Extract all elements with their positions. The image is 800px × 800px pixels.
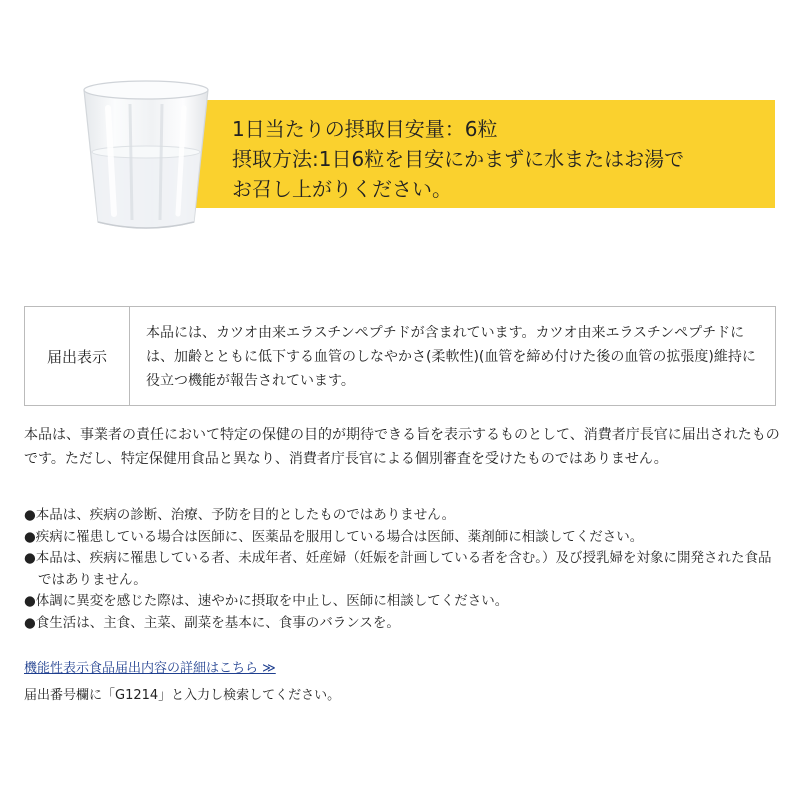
dosage-text (232, 114, 772, 204)
notification-details-link[interactable]: 機能性表示食品届出内容の詳細はこちら ≫ (24, 661, 276, 676)
notification-label: 届出表示 (25, 307, 130, 405)
intake-method-line-1: 摂取方法:1日6粒を目安にかまずに水またはお湯で (232, 147, 685, 171)
daily-intake-amount: 1日当たりの摂取目安量：6粒 (232, 117, 498, 141)
water-glass-icon (78, 74, 214, 234)
disclaimer-text: 本品は、事業者の責任において特定の保健の目的が期待できる旨を表示するものとして、消費者庁長官に届出されたものです。ただし、特定保健用食品と異なり、消費者庁長官による個別審査を受けたものではありません。 (24, 427, 780, 467)
notification-text: 本品には、カツオ由来エラスチンペプチドが含まれています。カツオ由来エラスチンペプチドには、加齢とともに低下する血管のしなやかさ(柔軟性)(血管を締め付けた後の血管の拡張度)維持に役立つ機能が報告されています。 (146, 325, 756, 389)
intake-method-line-2: お召し上がりください。 (232, 177, 452, 201)
notification-table (24, 306, 776, 406)
caution-item: ●体調に異変を感じた際は、速やかに摂取を中止し、医師に相談してください。 (24, 593, 509, 609)
caution-item: ●本品は、疾病の診断、治療、予防を目的としたものではありません。 (24, 507, 456, 523)
caution-item: ●本品は、疾病に罹患している者、未成年者、妊産婦（妊娠を計画している者を含む。）及び授乳婦を対象に開発された食品ではありません。 (24, 550, 772, 588)
caution-item: ●疾病に罹患している場合は医師に、医薬品を服用している場合は医師、薬剤師に相談してください。 (24, 528, 644, 545)
caution-list (24, 505, 784, 634)
caution-item: ●食生活は、主食、主菜、副菜を基本に、食事のバランスを。 (24, 614, 400, 631)
search-instruction: 届出番号欄に「G1214」と入力し検索してください。 (24, 688, 341, 703)
dosage-section (0, 0, 800, 260)
